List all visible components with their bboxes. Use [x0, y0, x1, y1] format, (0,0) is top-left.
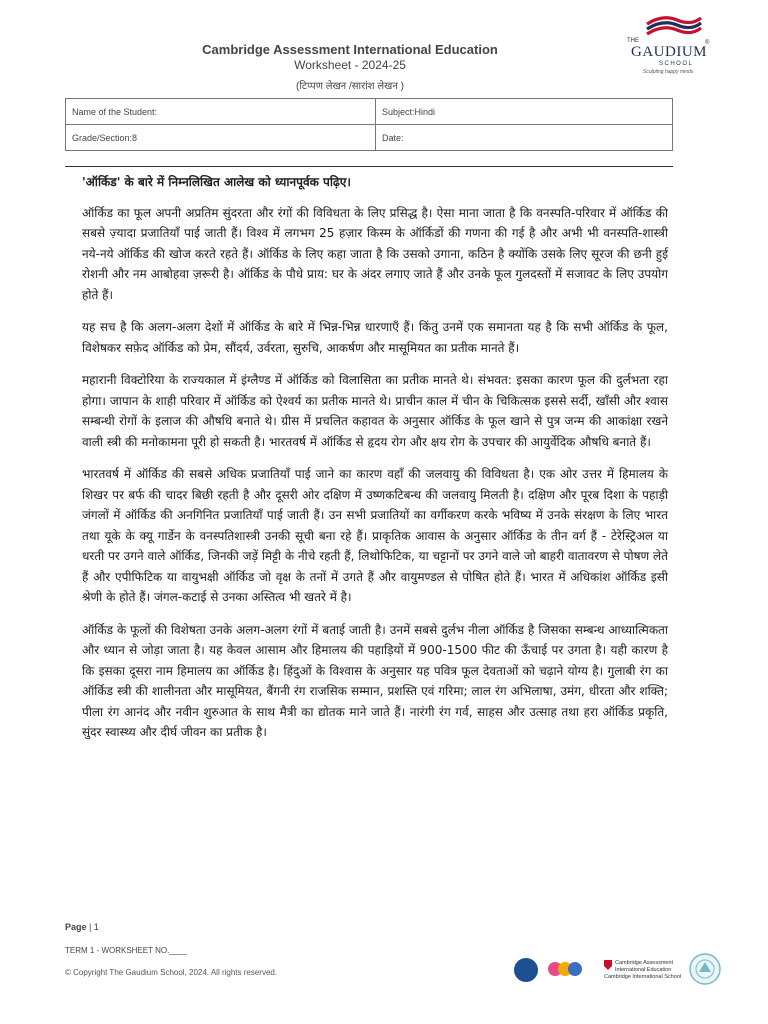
- passage-body: [82, 172, 668, 755]
- logo-school-text: SCHOOL: [659, 61, 694, 67]
- passage-paragraph-5: ऑर्किड के फूलों की विशेषता उनके अलग-अलग रंगों में बताई जाती है। उनमें सबसे दुर्लभ नीला ऑर्किड है जिसका सम्बन्ध आध्यात्मिकता और ध्यान से जोड़ा जाता है। यह केवल आसाम और हिमालय की पहाड़ियों में 900-1500 फीट की ऊँचाई पर उगता है। यही कारण है कि इसका दूसरा नाम हिमालय का ऑर्किड है। हिंदुओं के विश्वास के अनुसार यह पवित्र फूल देवताओं को चढ़ाने योग्य है। गुलाबी रंग का ऑर्किड स्त्री की शालीनता और मासूमियत, बैंगनी रंग राजसिक सम्मान, प्रशस्ति एवं गरिमा; लाल रंग अभिलाषा, उमंग, धीरता और शक्ति; पीला रंग आनंद और नवीन शुरुआत के साथ मैत्री का द्योतक माने जाते हैं। नारंगी रंग गर्व, साहस और उत्साह तथा हरा ऑर्किड प्रकृति, सुंदर स्वास्थ्य और दीर्घ जीवन का प्रतीक है।: [82, 622, 668, 739]
- cambridge-shield-icon: [604, 960, 612, 970]
- cambridge-line-3: Cambridge International School: [604, 974, 682, 980]
- passage-paragraph-3: महारानी विक्टोरिया के राज्यकाल में इंग्लैण्ड में ऑर्किड को विलासिता का प्रतीक मानते थे। संभवत: इसका कारण फूल की दुर्लभता रहा होगा। जापान के शाही परिवार में ऑर्किड को ऐश्वर्य का प्रतीक मानते थे। प्राचीन काल में चीन के चिकित्सक इससे सर्दी, खाँसी और श्वास सम्बन्धी रोगों के इलाज की औषधि बनाते थे। ग्रीस में प्रचलित कहावत के अनुसार ऑर्किड के फूल खाने से पुत्र जन्म की आकांक्षा रखने वाली स्त्री की मनोकामना पूरी हो सकती है। भारतवर्ष में ऑर्किड से हृदय रोग और क्षय रोग के उपचार की आयुर्वेदिक औषधि बनाते हैं।: [82, 373, 668, 449]
- header-subtitle: (टिप्पण लेखन /सारांश लेखन ): [295, 81, 405, 92]
- logo-name-text: GAUDIUM: [631, 44, 707, 60]
- logo-flag-icon: [643, 14, 703, 40]
- logo-tagline: Sculpting happy minds: [643, 69, 694, 75]
- passage-paragraph-1: ऑर्किड का फूल अपनी अप्रतिम सुंदरता और रंगों की विविधता के लिए प्रसिद्ध है। ऐसा माना जाता है कि वनस्पति-परिवार में ऑर्किड की सबसे ज़्यादा प्रजातियाँ पाई जाती हैं। विश्व में लगभग 25 हज़ार किस्म के ऑर्किडों की गणना की गई है और अभी भी वनस्पति-शास्त्री नये-नये ऑर्किड की खोज करते रहते हैं। ऑर्किड के लिए कहा जाता है कि उसको उगाना, कठिन है क्योंकि उसके लिए सूरज की छनी हुई रोशनी और नम आबोहवा ज़रूरी है। ऑर्किड के पौधे प्राय: घर के अंदर लगाए जाते हैं और उनके फूल गुलदस्तों में सजावट के लिए उपयोग होते हैं।: [82, 205, 668, 302]
- passage-paragraph-2: यह सच है कि अलग-अलग देशों में ऑर्किड के बारे में भिन्न-भिन्न धारणाएँ हैं। किंतु उनमें एक समानता यह है कि सभी ऑर्किड के फूल, विशेषकर सफ़ेद ऑर्किड को प्रेम, सौंदर्य, उर्वरता, सुरुचि, आकर्षण और मासूमियत का प्रतीक मानते हैं।: [82, 320, 668, 355]
- cambridge-line-1: Cambridge Assessment: [615, 960, 674, 966]
- term-worksheet-no: TERM 1 - WORKSHEET NO.____: [65, 946, 188, 955]
- page-number-value: | 1: [89, 922, 99, 932]
- gaudium-school-logo: [625, 14, 720, 76]
- passage-paragraph-4: भारतवर्ष में ऑर्किड की सबसे अधिक प्रजातियाँ पाई जाने का कारण वहाँ की जलवायु की विविधता है। एक ओर उत्तर में हिमालय के शिखर पर बर्फ की चादर बिछी रहती है और दूसरी ओर दक्षिण में उष्णकटिबन्ध की जलवायु मिलती है। दक्षिण और पूरब दिशा के पहाड़ी जंगलों में ऑर्किड की अनगिनित प्रजातियाँ पाई जाती हैं। उन सभी प्रजातियों का वर्गीकरण करके भविष्य में उनके संरक्षण के लिए भारत तथा यूके के क्यू गार्डेन के वनस्पतिशास्त्री उनकी सूची बना रहे हैं। प्राकृतिक आवास के अनुसार ऑर्किड के तीन वर्ग हैं - टेरेस्ट्रिअल या धरती पर उगने वाले ऑर्किड, जिनकी जड़ें मिट्टी के नीचे रहती हैं, लिथोफिटिक, या चट्टानों पर उगने वाले जो बाहरी वातावरण से पोषण लेते हैं और एपीफिटिक या वायुभक्षी ऑर्किड जो वृक्ष के तनों में उगते हैं और वायुमण्डल से पोषित होते हैं। भारत में अधिकांश ऑर्किड इसी श्रेणी के होते हैं। जंगल-कटाई से उनका अस्तित्व भी खतरे में है।: [82, 467, 668, 604]
- header-worksheet-title: Worksheet - 2024-25: [294, 58, 406, 72]
- header-divider: [65, 166, 673, 167]
- accreditation-rings-icon: [546, 958, 586, 982]
- logo-the-text: THE: [627, 38, 639, 44]
- cambridge-school-badge: [604, 960, 694, 981]
- logo-registered-mark: ®: [705, 40, 710, 46]
- student-name-field[interactable]: Name of the Student:: [66, 99, 376, 125]
- passage-instruction: 'ऑर्किड' के बारे में निम्नलिखित आलेख को ध्यानपूर्वक पढ़िए।: [82, 175, 351, 189]
- student-info-table: [65, 98, 673, 151]
- header-organization: Cambridge Assessment International Education: [202, 42, 498, 57]
- subject-field: Subject:Hindi: [376, 99, 673, 125]
- ib-world-school-icon: [514, 958, 538, 982]
- page-number: [65, 922, 99, 932]
- page-label: Page: [65, 922, 87, 932]
- grade-section-field[interactable]: Grade/Section:8: [66, 125, 376, 151]
- copyright-notice: © Copyright The Gaudium School, 2024. All rights reserved.: [65, 968, 278, 977]
- school-seal-icon: [688, 952, 722, 986]
- cambridge-line-2: International Education: [615, 967, 672, 973]
- date-field[interactable]: Date:: [376, 125, 673, 151]
